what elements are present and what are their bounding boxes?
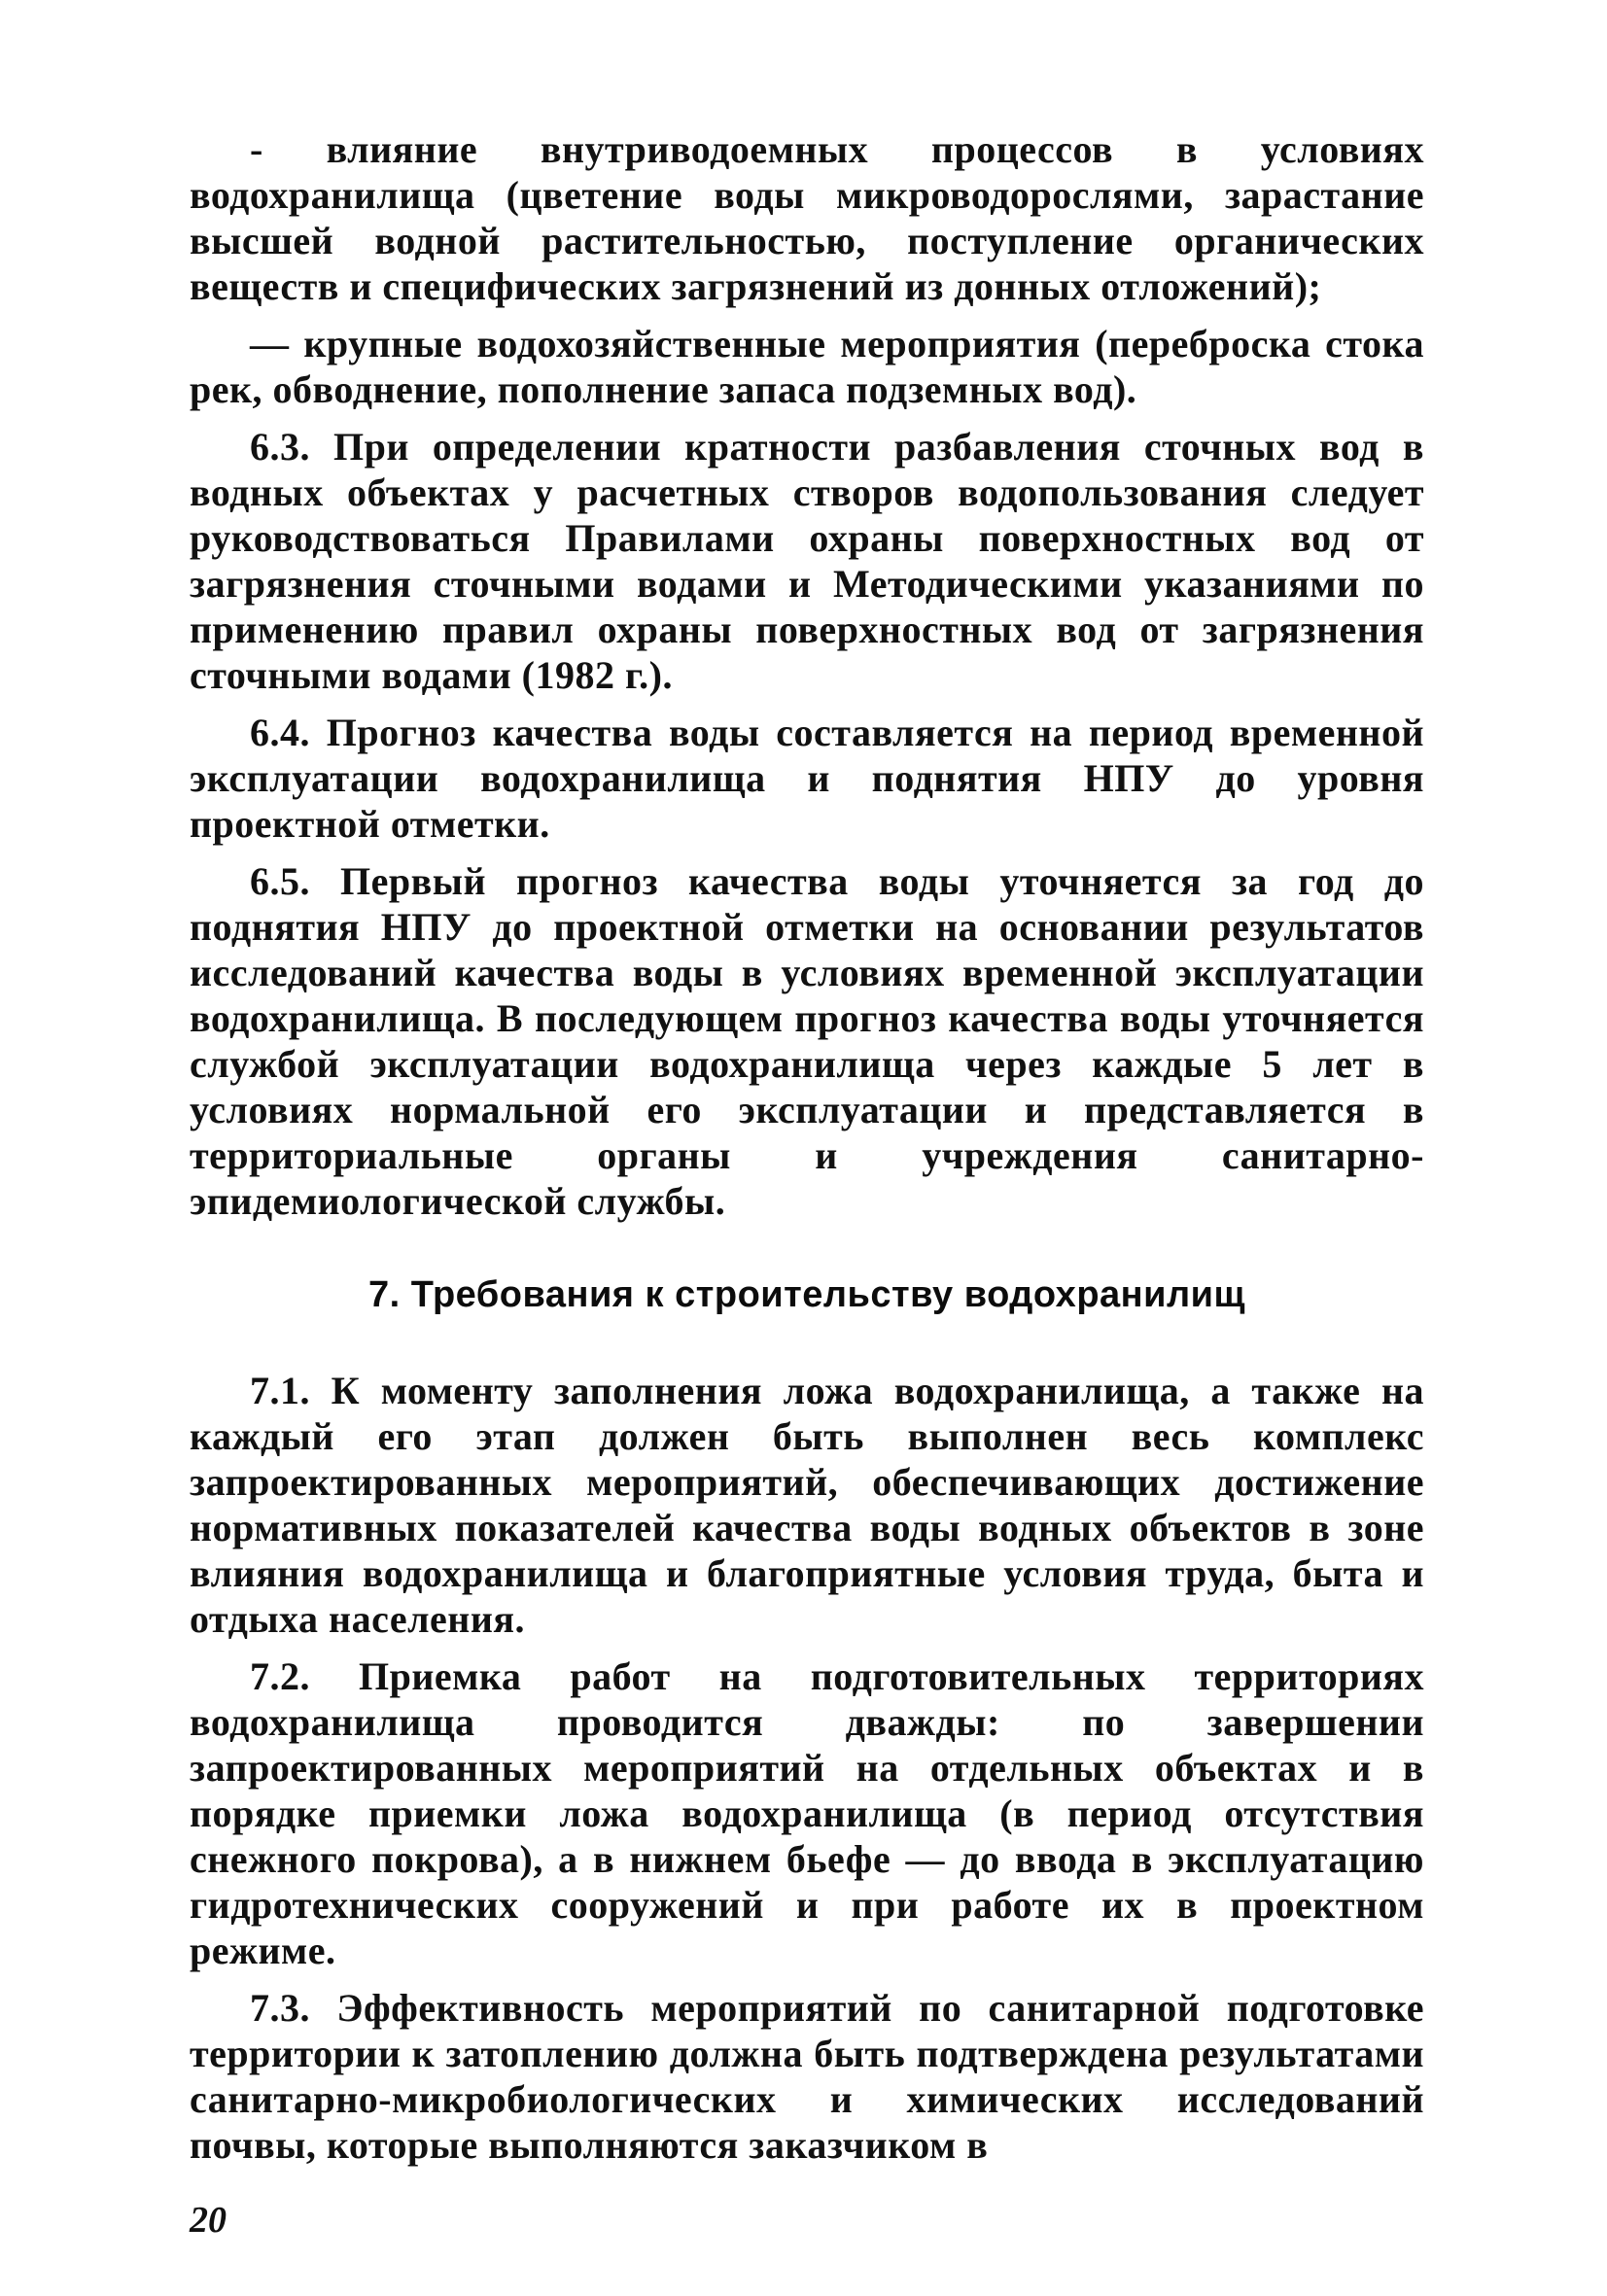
paragraph-6-5: 6.5. Первый прогноз качества воды уточняется за год до поднятия НПУ до проектной отметки на основании результатов исследований качества воды в условиях временной эксплуатации водохранилища. В последующем прогноз качества воды уточняется службой эксплуатации водохранилища через каждые 5 лет в условиях нормальной его эксплуатации и представляется в территориальные органы и учреждения санитарно-эпидемиологической службы. [190, 859, 1424, 1223]
paragraph-p2: — крупные водохозяйственные мероприятия (переброска стока рек, обводнение, пополнение запаса подземных вод). [190, 322, 1424, 411]
paragraph-p1: - влияние внутриводоемных процессов в условиях водохранилища (цветение воды микроводорослями, зарастание высшей водной растительностью, поступление органических веществ и специфических загрязнений из донных отложений); [190, 127, 1424, 308]
page-number: 20 [190, 2200, 227, 2241]
paragraph-7-3: 7.3. Эффективность мероприятий по санитарной подготовке территории к затоплению должна быть подтверждена результатами санитарно-микробиологических и химических исследований почвы, которые выполняются заказчиком в [190, 1986, 1424, 2167]
paragraph-6-3: 6.3. При определении кратности разбавления сточных вод в водных объектах у расчетных створов водопользования следует руководствоваться Правилами охраны поверхностных вод от загрязнения сточными водами и Методическими указаниями по применению правил охраны поверхностных вод от загрязнения сточными водами (1982 г.). [190, 425, 1424, 697]
text-column [190, 126, 1424, 2179]
paragraph-7-2: 7.2. Приемка работ на подготовительных территориях водохранилища проводится дважды: по завершении запроектированных мероприятий на отдельных объектах и в порядке приемки ложа водохранилища (в период отсутствия снежного покрова), а в нижнем бьефе — до ввода в эксплуатацию гидротехнических сооружений и при работе их в проектном режиме. [190, 1654, 1424, 1972]
paragraph-6-4: 6.4. Прогноз качества воды составляется на период временной эксплуатации водохранилища и поднятия НПУ до уровня проектной отметки. [190, 711, 1424, 846]
section-heading: 7. Требования к строительству водохранилищ [367, 1274, 1246, 1315]
paragraph-7-1: 7.1. К моменту заполнения ложа водохранилища, а также на каждый его этап должен быть выполнен весь комплекс запроектированных мероприятий, обеспечивающих достижение нормативных показателей качества воды водных объектов в зоне влияния водохранилища и благоприятные условия труда, быта и отдыха населения. [190, 1369, 1424, 1641]
